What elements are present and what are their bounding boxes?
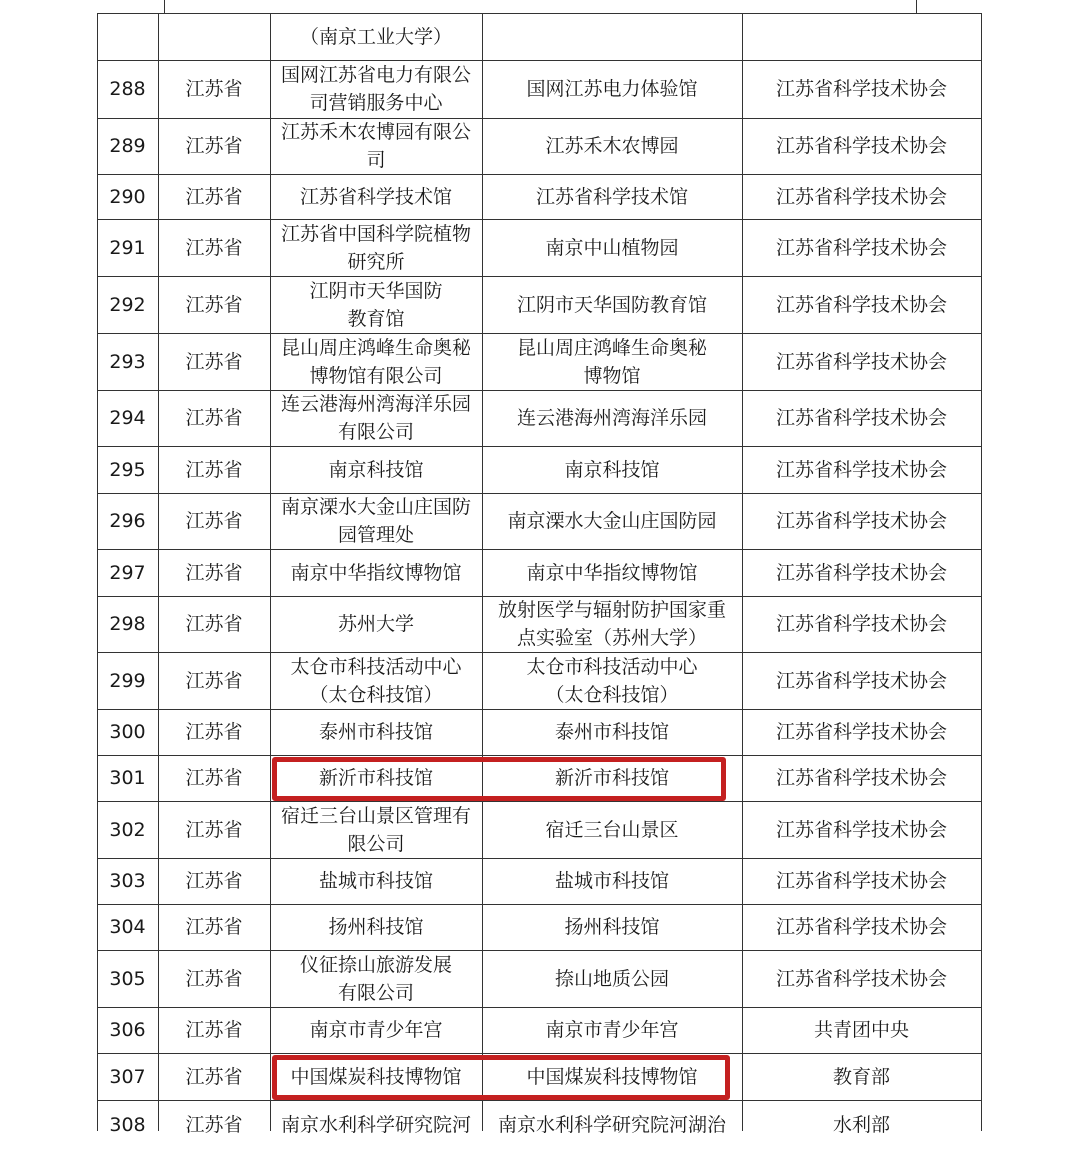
unit-cell: 苏州大学 <box>337 613 414 635</box>
province-cell: 江苏省 <box>185 350 243 373</box>
base-name-cell: 中国煤炭科技博物馆 <box>526 1065 698 1088</box>
recommender-cell: 江苏省科学技术协会 <box>775 870 947 892</box>
recommender-cell: 江苏省科学技术协会 <box>775 669 947 692</box>
province-cell: 江苏省 <box>185 916 243 938</box>
row-number-cell: 298 <box>109 613 146 635</box>
row-number-cell: 308 <box>109 1114 146 1136</box>
recommender-cell: 江苏省科学技术协会 <box>775 135 947 157</box>
recommender-cell: 江苏省科学技术协会 <box>775 510 947 532</box>
base-name-cell: 南京市青少年宫 <box>545 1019 679 1041</box>
base-name-cell: 南京中山植物园 <box>545 236 679 259</box>
province-cell: 江苏省 <box>185 669 243 692</box>
province-cell: 江苏省 <box>185 510 243 532</box>
row-number-cell: 305 <box>109 967 146 990</box>
base-name-cell: 江苏省科学技术馆 <box>535 185 688 208</box>
recommender-cell: 江苏省科学技术协会 <box>775 561 947 584</box>
base-name-cell: 南京中华指纹博物馆 <box>526 561 698 584</box>
unit-cell: 盐城市科技馆 <box>318 870 433 892</box>
unit-cell: （南京工业大学） <box>299 25 452 48</box>
province-cell: 江苏省 <box>185 236 243 259</box>
recommender-cell: 江苏省科学技术协会 <box>775 407 947 429</box>
province-cell: 江苏省 <box>185 721 243 743</box>
row-number-cell: 295 <box>109 458 146 481</box>
base-name-cell: 放射医学与辐射防护国家重 点实验室（苏州大学） <box>497 599 726 649</box>
province-cell: 江苏省 <box>185 1019 243 1041</box>
recommender-cell: 江苏省科学技术协会 <box>775 458 947 481</box>
unit-cell: 仪征捺山旅游发展 有限公司 <box>299 953 452 1004</box>
recommender-cell: 共青团中央 <box>813 1019 909 1041</box>
row-number-cell: 307 <box>109 1065 146 1088</box>
recommender-cell: 江苏省科学技术协会 <box>775 967 947 990</box>
unit-cell: 扬州科技馆 <box>328 916 424 938</box>
table-top-edge <box>916 0 917 13</box>
base-name-cell: 国网江苏电力体验馆 <box>526 78 698 100</box>
recommender-cell: 江苏省科学技术协会 <box>775 185 947 208</box>
unit-cell: 昆山周庄鸿峰生命奥秘 博物馆有限公司 <box>280 336 471 387</box>
row-number-cell: 293 <box>109 350 146 373</box>
base-name-cell <box>482 13 742 60</box>
recommender-cell: 江苏省科学技术协会 <box>775 767 947 789</box>
unit-cell: 泰州市科技馆 <box>318 721 433 743</box>
unit-cell: 江苏禾木农博园有限公 司 <box>280 121 471 171</box>
province-cell: 江苏省 <box>185 458 243 481</box>
row-number-cell: 296 <box>109 510 146 532</box>
recommender-cell: 教育部 <box>832 1065 890 1088</box>
unit-cell: 太仓市科技活动中心 （太仓科技馆） <box>290 655 462 706</box>
highlight-box <box>272 757 726 801</box>
base-name-cell: 捺山地质公园 <box>554 967 669 990</box>
base-name-cell: 江苏禾木农博园 <box>545 135 679 157</box>
province-cell: 江苏省 <box>185 135 243 157</box>
base-name-cell: 南京水利科学研究院河湖治 <box>497 1114 726 1136</box>
row-number-cell: 290 <box>109 185 146 208</box>
province-cell: 江苏省 <box>185 818 243 841</box>
recommender-cell: 江苏省科学技术协会 <box>775 236 947 259</box>
unit-cell: 南京中华指纹博物馆 <box>290 561 462 584</box>
base-name-cell: 江阴市天华国防教育馆 <box>516 293 707 316</box>
table-top-edge <box>164 0 165 13</box>
province-cell: 江苏省 <box>185 870 243 892</box>
unit-cell: 连云港海州湾海洋乐园 有限公司 <box>280 393 471 443</box>
row-number-cell: 291 <box>109 236 146 259</box>
row-number-cell: 297 <box>109 561 146 584</box>
row-number-cell: 301 <box>109 767 146 789</box>
recommender-cell: 江苏省科学技术协会 <box>775 818 947 841</box>
province-cell: 江苏省 <box>185 1114 243 1136</box>
row-number-cell: 299 <box>109 669 146 692</box>
row-number-cell: 300 <box>109 721 146 743</box>
row-number-cell: 288 <box>109 78 146 100</box>
province-cell: 江苏省 <box>185 613 243 635</box>
province-cell: 江苏省 <box>185 78 243 100</box>
base-name-cell: 南京科技馆 <box>564 458 660 481</box>
row-number-cell: 294 <box>109 407 146 429</box>
province-cell: 江苏省 <box>185 561 243 584</box>
province-cell: 江苏省 <box>185 1065 243 1088</box>
base-name-cell: 昆山周庄鸿峰生命奥秘 博物馆 <box>516 336 707 387</box>
row-number-cell: 302 <box>109 818 146 841</box>
base-name-cell: 南京溧水大金山庄国防园 <box>507 510 717 532</box>
recommender-cell: 水利部 <box>832 1114 890 1136</box>
highlight-box <box>272 1055 730 1100</box>
recommender-cell: 江苏省科学技术协会 <box>775 78 947 100</box>
base-name-cell: 新沂市科技馆 <box>554 767 669 789</box>
row-number-cell <box>97 13 158 60</box>
unit-cell: 新沂市科技馆 <box>318 767 433 789</box>
recommender-cell: 江苏省科学技术协会 <box>775 613 947 635</box>
unit-cell: 国网江苏省电力有限公 司营销服务中心 <box>280 64 471 114</box>
unit-cell: 江苏省中国科学院植物 研究所 <box>280 222 471 273</box>
unit-cell: 南京水利科学研究院河 <box>280 1114 471 1136</box>
row-number-cell: 303 <box>109 870 146 892</box>
province-cell: 江苏省 <box>185 767 243 789</box>
unit-cell: 江苏省科学技术馆 <box>299 185 452 208</box>
row-number-cell: 292 <box>109 293 146 316</box>
province-cell: 江苏省 <box>185 407 243 429</box>
base-name-cell: 盐城市科技馆 <box>554 870 669 892</box>
base-name-cell: 宿迁三台山景区 <box>545 818 679 841</box>
recommender-cell: 江苏省科学技术协会 <box>775 916 947 938</box>
unit-cell: 中国煤炭科技博物馆 <box>290 1065 462 1088</box>
unit-cell: 南京科技馆 <box>328 458 424 481</box>
row-number-cell: 304 <box>109 916 146 938</box>
recommender-cell: 江苏省科学技术协会 <box>775 350 947 373</box>
province-cell: 江苏省 <box>185 185 243 208</box>
unit-cell: 南京溧水大金山庄国防 园管理处 <box>280 496 471 546</box>
recommender-cell <box>742 13 981 60</box>
base-name-cell: 泰州市科技馆 <box>554 721 669 743</box>
recommender-cell: 江苏省科学技术协会 <box>775 293 947 316</box>
province-cell: 江苏省 <box>185 293 243 316</box>
unit-cell: 南京市青少年宫 <box>309 1019 443 1041</box>
base-name-cell: 扬州科技馆 <box>564 916 660 938</box>
row-number-cell: 306 <box>109 1019 146 1041</box>
base-name-cell: 连云港海州湾海洋乐园 <box>516 407 707 429</box>
unit-cell: 宿迁三台山景区管理有 限公司 <box>280 804 471 855</box>
base-name-cell: 太仓市科技活动中心 （太仓科技馆） <box>526 655 698 706</box>
recommender-cell: 江苏省科学技术协会 <box>775 721 947 743</box>
province-cell: 江苏省 <box>185 967 243 990</box>
row-number-cell: 289 <box>109 135 146 157</box>
province-cell <box>158 13 270 60</box>
unit-cell: 江阴市天华国防 教育馆 <box>309 279 443 330</box>
column-divider <box>981 13 982 1131</box>
